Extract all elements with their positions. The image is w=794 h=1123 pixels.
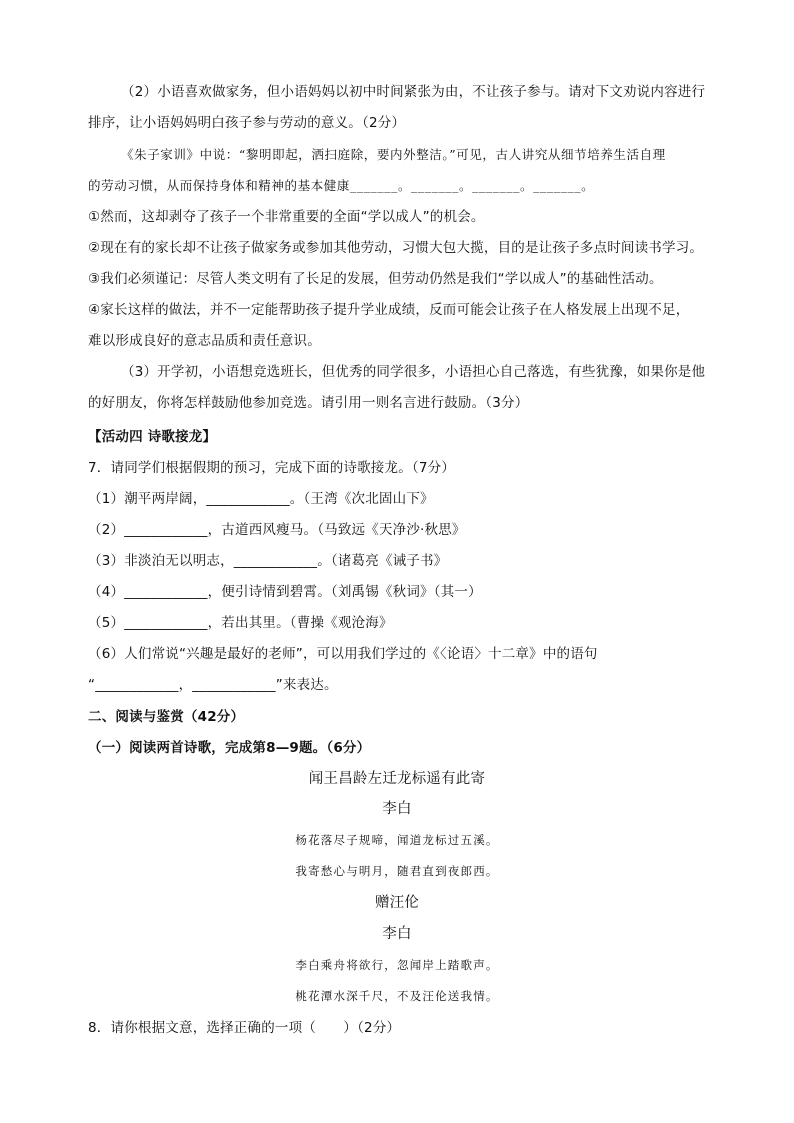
- q6-2-option-4-line1: ④家长这样的做法，并不一定能帮助孩子提升学业成绩，反而可能会让孩子在人格发展上出现不足，: [88, 302, 690, 318]
- q7-stem: 7．请同学们根据假期的预习，完成下面的诗歌接龙。（7分）: [88, 460, 456, 476]
- q7-item-3: （3）非淡泊无以明志，____________。（诸葛亮《诫子书》: [88, 553, 448, 569]
- q6-2-quote-line2: 的劳动习惯，从而保持身体和精神的基本健康_______。_______。_______。_______。: [88, 178, 595, 193]
- activity-4-heading: 【活动四 诗歌接龙】: [88, 429, 217, 445]
- q7-item-6-line1: （6）人们常说“兴趣是最好的老师”，可以用我们学过的《〈论语〉十二章》中的语句: [88, 646, 598, 662]
- q6-2-option-1: ①然而，这却剥夺了孩子一个非常重要的全面“学以成人”的机会。: [88, 209, 485, 225]
- q6-2-option-2: ②现在有的家长却不让孩子做家务或参加其他劳动，习惯大包大揽，目的是让孩子多点时间读书学习。: [88, 240, 704, 256]
- poem-2-title: 赠汪伦: [374, 895, 420, 911]
- q6-3-prompt-line1: （3）开学初，小语想竞选班长，但优秀的同学很多，小语担心自己落选，有些犹豫，如果你是他: [121, 364, 706, 380]
- q6-2-option-3: ③我们必须谨记：尽管人类文明有了长足的发展，但劳动仍然是我们“学以成人”的基础性活动。: [88, 271, 663, 287]
- q7-item-6-line2: “____________，____________”来表达。: [88, 677, 338, 693]
- poem-2-author: 李白: [382, 926, 412, 942]
- poem-1-line-2: 我寄愁心与明月，随君直到夜郎西。: [295, 864, 499, 878]
- poem-1-line-1: 杨花落尽子规啼，闻道龙标过五溪。: [295, 833, 499, 847]
- poem-2-line-2: 桃花潭水深千尺，不及汪伦送我情。: [295, 989, 499, 1003]
- poem-1-author: 李白: [382, 801, 412, 817]
- q6-2-prompt-line2: 排序，让小语妈妈明白孩子参与劳动的意义。（2分）: [88, 115, 406, 131]
- q7-item-4: （4）____________，便引诗情到碧霄。（刘禹锡《秋词》（其一）: [88, 584, 482, 600]
- poem-2-line-1: 李白乘舟将欲行，忽闻岸上踏歌声。: [295, 958, 499, 972]
- q6-2-option-4-line2: 难以形成良好的意志品质和责任意识。: [88, 333, 321, 349]
- poem-1-title: 闻王昌龄左迁龙标遥有此寄: [308, 771, 486, 787]
- q7-item-1: （1）潮平两岸阔，____________。（王湾《次北固山下》: [88, 491, 434, 507]
- q7-item-5: （5）____________，若出其里。（曹操《观沧海》: [88, 615, 393, 631]
- section-2-sub-1-heading: （一）阅读两首诗歌，完成第8—9题。（6分）: [88, 740, 371, 756]
- q7-item-2: （2）____________，古道西风瘦马。（马致远《天净沙·秋思》: [88, 522, 466, 538]
- q6-3-prompt-line2: 的好朋友，你将怎样鼓励他参加竞选。请引用一则名言进行鼓励。（3分）: [88, 395, 529, 411]
- q8-stem: 8．请你根据文意，选择正确的一项（ ）（2分）: [88, 1020, 401, 1036]
- q6-2-quote-line1: 《朱子家训》中说：“黎明即起，洒扫庭除，要内外整洁。”可见，古人讲究从细节培养生活自理: [121, 147, 666, 162]
- section-2-heading: 二、阅读与鉴赏（42分）: [88, 709, 245, 725]
- q6-2-prompt-line1: （2）小语喜欢做家务，但小语妈妈以初中时间紧张为由，不让孩子参与。请对下文劝说内容进行: [121, 84, 706, 100]
